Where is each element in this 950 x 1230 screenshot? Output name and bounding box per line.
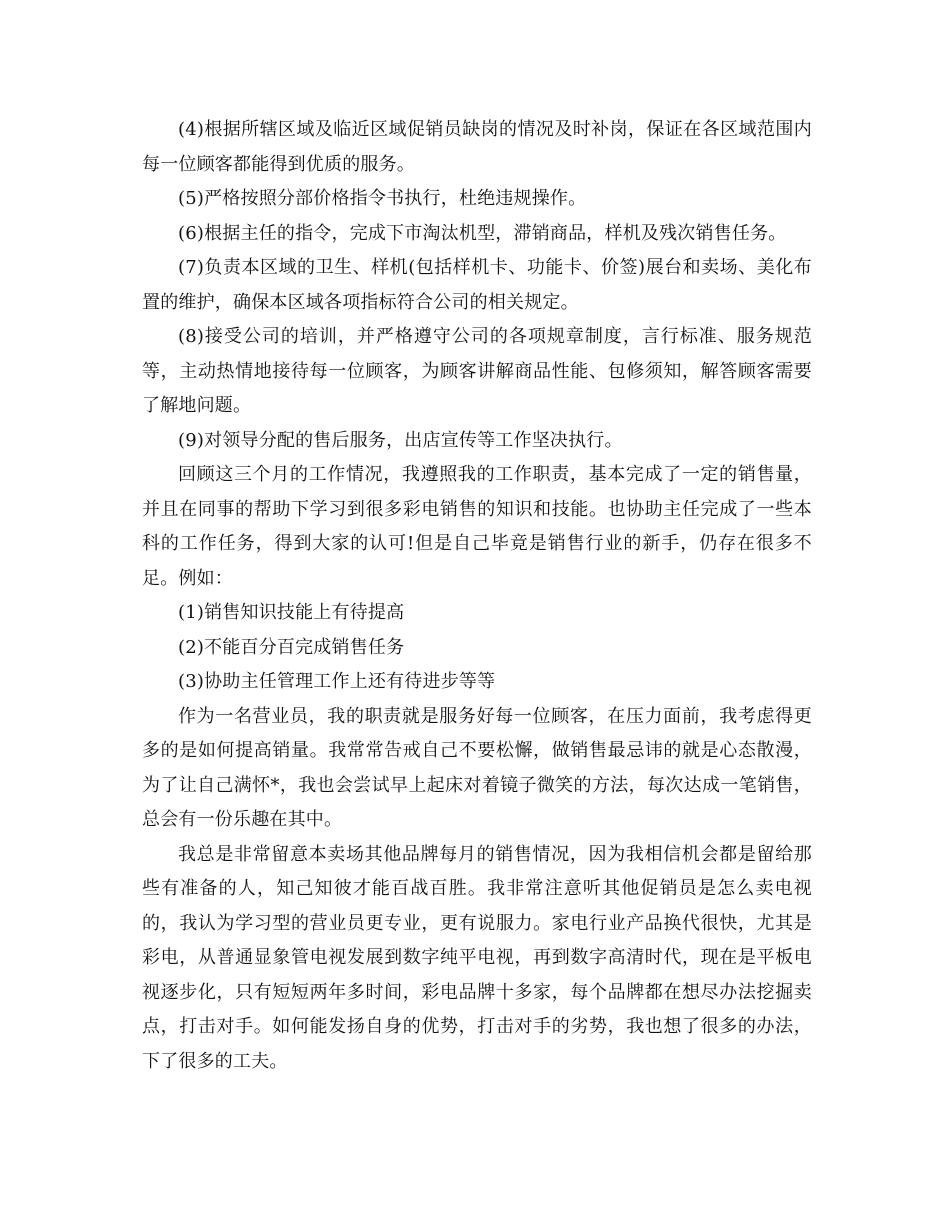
paragraph-shortcoming-1: (1)销售知识技能上有待提高 xyxy=(178,602,405,623)
paragraph-duty-4: (4)根据所辖区域及临近区域促销员缺岗的情况及时补岗，保证在各区域范围内每一位顾客都能得到优质的服务。 xyxy=(142,119,812,175)
paragraph-duty-9: (9)对领导分配的售后服务，出店宣传等工作坚决执行。 xyxy=(178,429,623,451)
paragraph-review: 回顾这三个月的工作情况，我遵照我的工作职责，基本完成了一定的销售量，并且在同事的帮助下学习到很多彩电销售的知识和技能。也协助主任完成了一些本科的工作任务，得到大家的认可!但是自己毕竟是销售行业的新手，仍存在很多不足。例如： xyxy=(142,464,812,589)
paragraph-market-observation: 我总是非常留意本卖场其他品牌每月的销售情况，因为我相信机会都是留给那些有准备的人，知己知彼才能百战百胜。我非常注意听其他促销员是怎么卖电视的，我认为学习型的营业员更专业，更有说服力。家电行业产品换代很快，尤其是彩电，从普通显象管电视发展到数字纯平电视，再到数字高清时代，现在是平板电视逐步化，只有短短两年多时间，彩电品牌十多家，每个品牌都在想尽办法挖掘卖点，打击对手。如何能发扬自身的优势，打击对手的劣势，我也想了很多的办法，下了很多的工夫。 xyxy=(142,843,812,1072)
paragraph-shortcoming-3: (3)协助主任管理工作上还有待进步等等 xyxy=(178,671,496,692)
paragraph-responsibility: 作为一名营业员，我的职责就是服务好每一位顾客，在压力面前，我考虑得更多的是如何提高销量。我常常告戒自己不要松懈，做销售最忌讳的就是心态散漫，为了让自己满怀*，我也会尝试早上起床对着镜子微笑的方法，每次达成一笔销售，总会有一份乐趣在其中。 xyxy=(142,705,812,830)
paragraph-shortcoming-2: (2)不能百分百完成销售任务 xyxy=(178,636,405,658)
document-body xyxy=(142,113,812,1079)
paragraph-duty-5: (5)严格按照分部价格指令书执行，杜绝违规操作。 xyxy=(178,188,587,209)
paragraph-duty-7: (7)负责本区域的卫生、样机(包括样机卡、功能卡、价签)展台和卖场、美化布置的维护，确保本区域各项指标符合公司的相关规定。 xyxy=(142,257,812,313)
paragraph-duty-6: (6)根据主任的指令，完成下市淘汰机型，滞销商品，样机及残次销售任务。 xyxy=(178,222,787,244)
paragraph-duty-8: (8)接受公司的培训，并严格遵守公司的各项规章制度，言行标准、服务规范等，主动热情地接待每一位顾客，为顾客讲解商品性能、包修须知，解答顾客需要了解地问题。 xyxy=(142,326,812,416)
